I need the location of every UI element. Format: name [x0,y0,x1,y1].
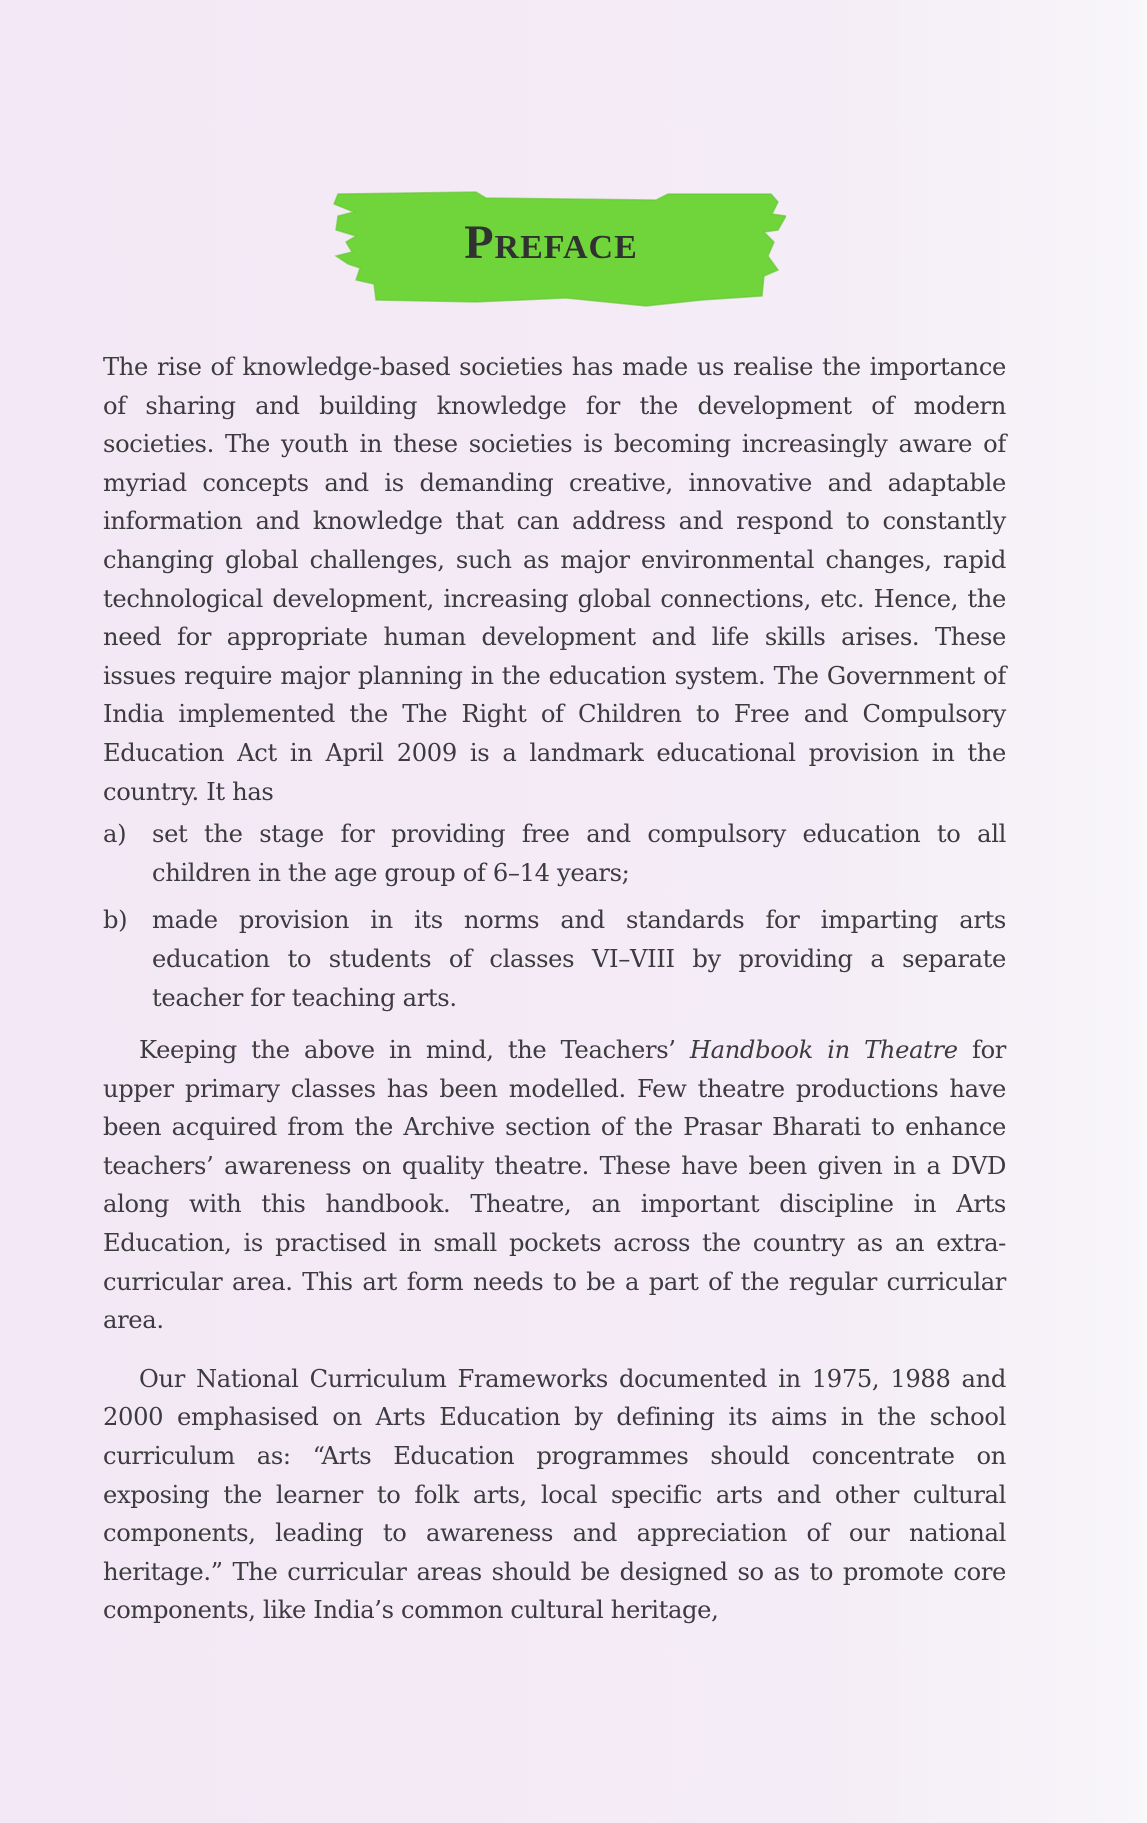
list-item-text: set the stage for providing free and compulsory education to all children in the age group of 6–14 years; [152,820,1006,887]
list-marker: a) [103,820,127,849]
document-body [103,348,1006,1630]
list-item-text: made provision in its norms and standards for imparting arts education to students of classes VI–VIII by providing a separate teacher for teaching arts. [152,906,1006,1012]
paragraph-intro: The rise of knowledge-based societies has made us realise the importance of sharing and building knowledge for the development of modern societies. The youth in these societies is becoming increasingly aware of myriad concepts and is demanding creative, innovative and adaptable information and knowledge that can address and respond to constantly changing global challenges, such as major environmental changes, rapid technological development, increasing global connections, etc. Hence, the need for appropriate human development and life skills arises. These issues require major planning in the education system. The Government of India implemented the The Right of Children to Free and Compulsory Education Act in April 2009 is a landmark educational provision in the country. It has [103,353,1006,806]
paragraph-text: for upper primary classes has been modelled. Few theatre productions have been acquired from the Archive section of the Prasar Bharati to enhance teachers’ awareness on quality theatre. These have been given in a DVD along with this handbook. Theatre, an important discipline in Arts Education, is practised in small pockets across the country as an extra-curricular area. This art form needs to be a part of the regular curricular area. [103,1036,1007,1335]
page-edge-shading [1095,0,1147,1823]
paragraph-curriculum: Our National Curriculum Frameworks documented in 1975, 1988 and 2000 emphasised on Arts Education by defining its aims in the school curriculum as: “Arts Education programmes should concentrate on exposing the learner to folk arts, local specific arts and other cultural components, leading to awareness and appreciation of our national heritage.” The curricular areas should be designed so as to promote core components, like India’s common cultural heritage, [103,1364,1006,1625]
page-title: Preface [464,215,638,269]
list-item [103,815,1006,892]
list-item [103,901,1006,1017]
list-marker: b) [103,906,128,935]
paragraph-text: Keeping the above in mind, the Teachers’ [139,1036,690,1065]
provisions-list [103,815,1006,1017]
book-title: Handbook in Theatre [689,1036,958,1065]
paragraph-handbook [103,1031,1006,1340]
preface-banner [316,172,786,308]
